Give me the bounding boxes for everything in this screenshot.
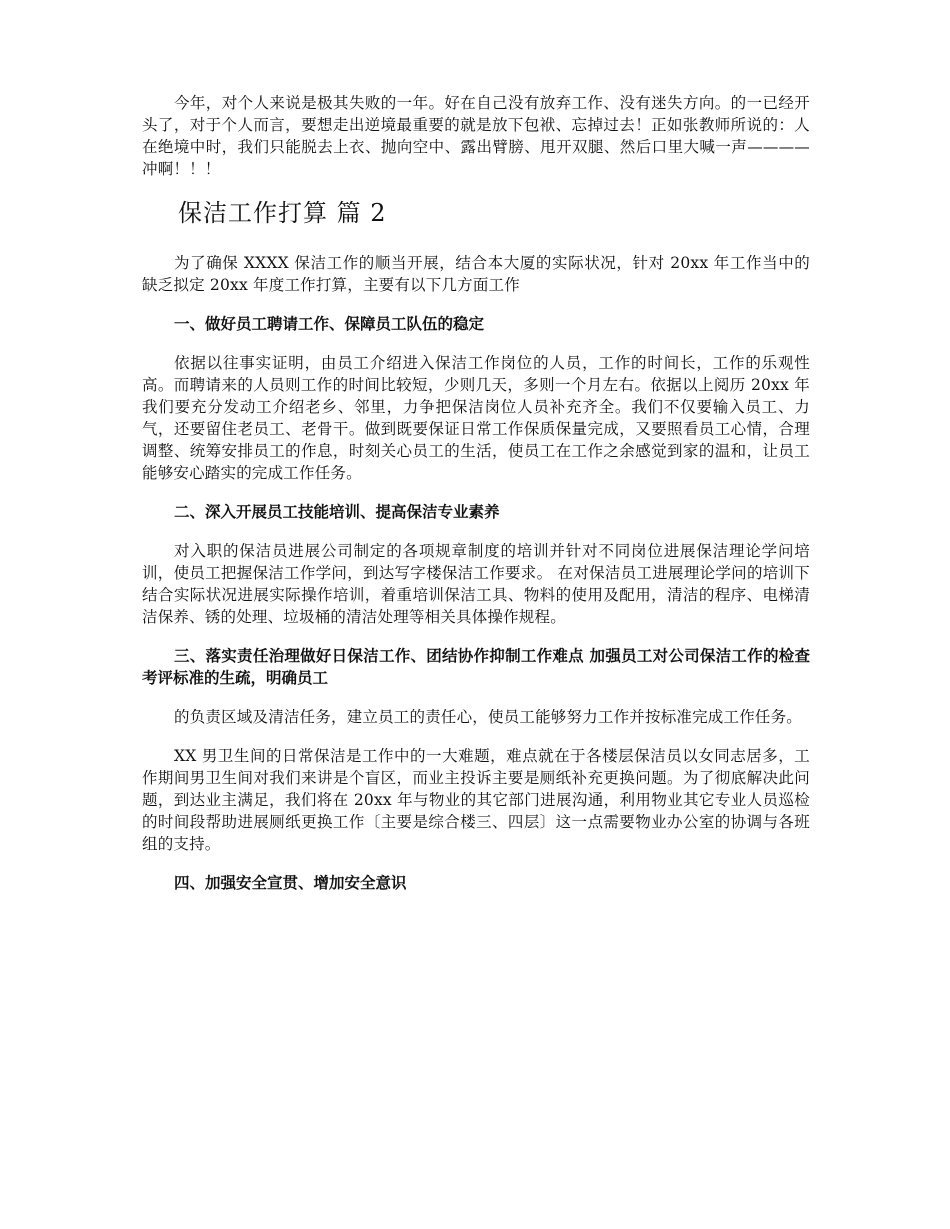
sub-heading-1: 一、做好员工聘请工作、保障员工队伍的稳定	[174, 314, 485, 333]
sub-heading-4: 四、加强安全宣贯、增加安全意识	[174, 873, 407, 892]
body-paragraph-2: 对入职的保洁员进展公司制定的各项规章制度的培训并针对不同岗位进展保洁理论学问培训，使员工把握保洁工作学问，到达写字楼保洁工作要求。 在对保洁员工进展理论学问的培训下结合实际状况进展实际操作培训，着重培训保洁工具、物料的使用及配用，清洁的程序、电梯清洁保养、锈的处理、垃圾桶的清洁处理等相关具体操作规程。	[142, 542, 810, 626]
body-paragraph-3: 的负责区域及清洁任务，建立员工的责任心，使员工能够努力工作并按标准完成工作任务。	[174, 708, 803, 726]
body-paragraph-1: 依据以往事实证明，由员工介绍进入保洁工作岗位的人员，工作的时间长，工作的乐观性高。而聘请来的人员则工作的时间比较短，少则几天，多则一个月左右。依据以上阅历 20xx 年我们要充分发动工介绍老乡、邻里，力争把保洁岗位人员补充齐全。我们不仅要输入员工、力气，还要留住老员工、老骨干。做到既要保证日常工作保质保量完成，又要照看员工心情，合理调整、统筹安排员工的作息，时刻关心员工的生活，使员工在工作之余感觉到家的温和，让员工能够安心踏实的完成工作任务。	[142, 354, 810, 482]
document-page	[142, 92, 810, 894]
section-title: 保洁工作打算 篇 2	[178, 199, 387, 227]
sub-heading-2: 二、深入开展员工技能培训、提高保洁专业素养	[174, 502, 500, 521]
lead-paragraph: 为了确保 XXXX 保洁工作的顺当开展，结合本大厦的实际状况，针对 20xx 年工作当中的缺乏拟定 20xx 年度工作打算，主要有以下几方面工作	[142, 254, 810, 294]
intro-paragraph: 今年，对个人来说是极其失败的一年。好在自己没有放弃工作、没有迷失方向。的一已经开头了，对于个人而言，要想走出逆境最重要的就是放下包袱、忘掉过去！正如张教师所说的：人在绝境中时，我们只能脱去上衣、抛向空中、露出臂膀、甩开双腿、然后口里大喊一声————冲啊！！！	[142, 94, 810, 178]
sub-heading-3: 三、落实责任治理做好日保洁工作、团结协作抑制工作难点 加强员工对公司保洁工作的检查考评标准的生疏，明确员工	[142, 646, 810, 687]
body-paragraph-4: XX 男卫生间的日常保洁是工作中的一大难题，难点就在于各楼层保洁员以女同志居多，工作期间男卫生间对我们来讲是个盲区，而业主投诉主要是厕纸补充更换问题。为了彻底解决此问题，到达业主满足，我们将在 20xx 年与物业的其它部门进展沟通，利用物业其它专业人员巡检的时间段帮助进展厕纸更换工作〔主要是综合楼三、四层〕这一点需要物业办公室的协调与各班组的支持。	[142, 747, 810, 853]
